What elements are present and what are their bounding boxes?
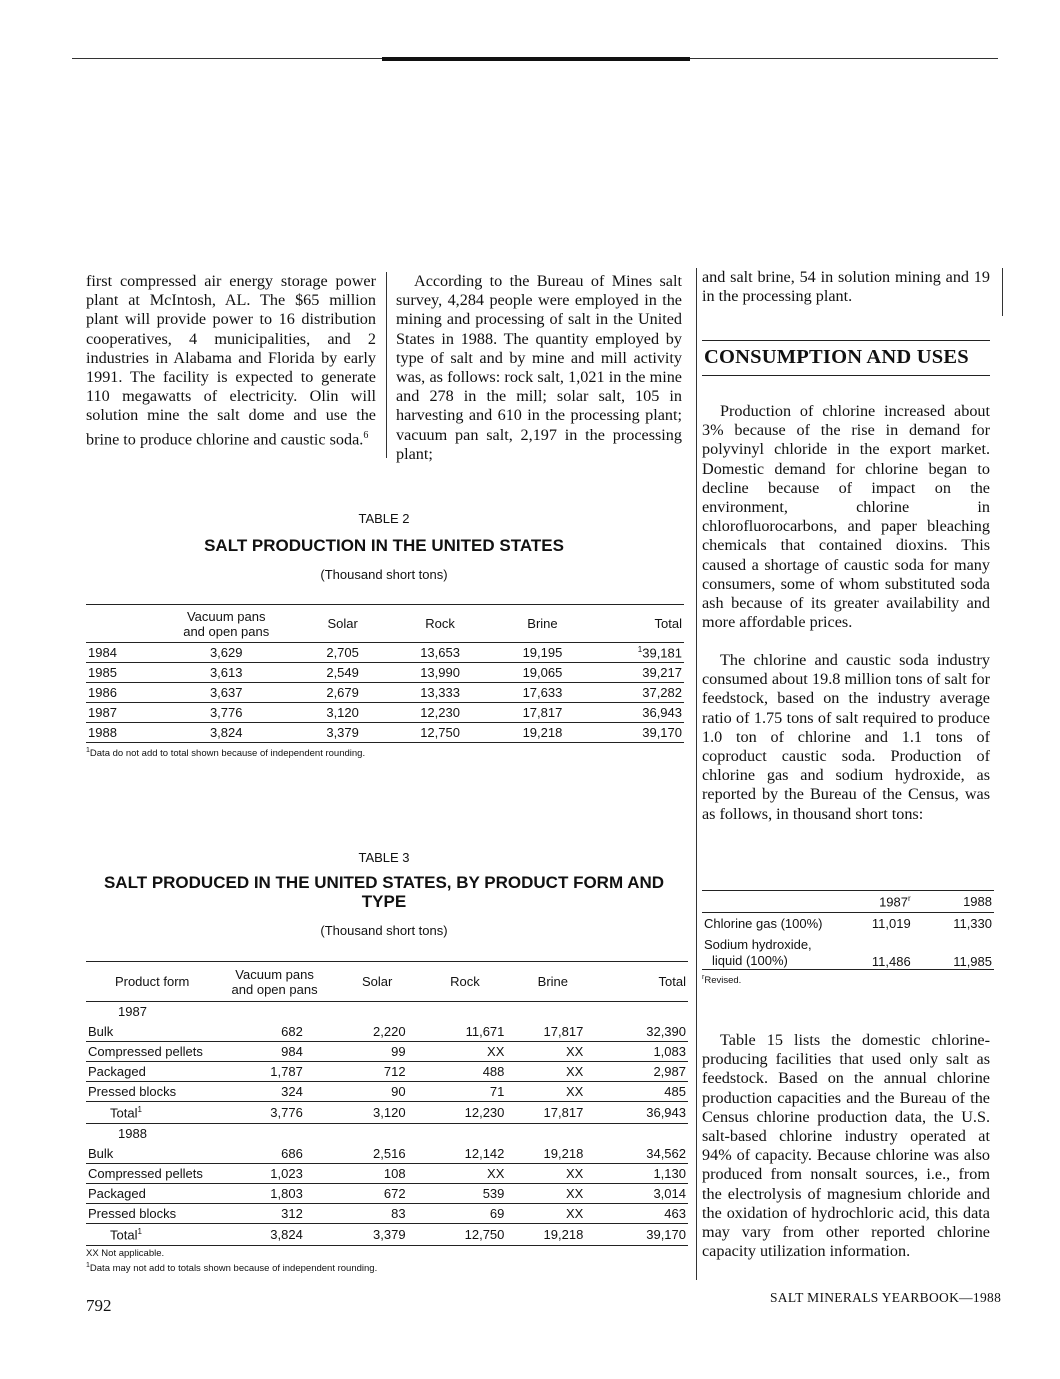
footnote-ref: 6: [363, 429, 369, 441]
table-row: [86, 1082, 688, 1102]
total-cell: 39,170: [599, 1224, 688, 1246]
header-solar: Solar: [331, 962, 424, 1002]
consumption-paragraph-2: The chlorine and caustic soda industry consumed about 19.8 million tons of salt for feedstock, based on the industry average ratio of 1.75 tons of salt required to produce 1.0 ton of chlorine and 1.1 tons of coproduct caustic soda. Production of chlorine gas and sodium hydroxide, as reported by the Bureau of the Census, was as follows, in thousand short tons:: [702, 651, 990, 823]
header-total: Total: [599, 962, 688, 1002]
brine-cell: XX: [506, 1184, 599, 1204]
table2-footnote: [86, 745, 684, 760]
rock-cell: 13,653: [390, 643, 490, 663]
consumption-paragraph-3: Table 15 lists the domestic chlorine-producing facilities that used only salt as feedstock. Based on the annual chlorine production capacities and the Bureau of the Census chlorine production data, the U.S. salt-based chlorine industry operated at 94% of capacity. Because chlorine was also produced from nonsalt sources, i.e., from the electrolysis of magnesium chloride and the oxidation of hydrochloric acid, this data may vary from other reported chlorine capacity utilization information.: [702, 1031, 990, 1261]
rock-cell: 12,142: [424, 1144, 507, 1164]
form-cell: Pressed blocks: [86, 1082, 218, 1102]
header-cell: [86, 605, 157, 643]
vacuum-cell: 682: [218, 1022, 330, 1042]
col1-text: first compressed air energy storage power plant at McIntosh, AL. The $65 million plant will provide power to 16 distribution cooperatives, 4 municipalities, and 2 industries in Alabama and Florida by early 1991. The facility is expected to generate 110 megawatts of electricity. Olin will solution mine the salt dome and use the brine to produce chlorine and caustic soda.: [86, 272, 376, 449]
solar-cell: 90: [331, 1082, 424, 1102]
rock-cell: 12,230: [390, 703, 490, 723]
title-line: TYPE: [361, 892, 407, 911]
solar-cell: 108: [331, 1164, 424, 1184]
form-cell: Bulk: [86, 1144, 218, 1164]
header-line: and open pans: [231, 981, 318, 997]
year-cell: 1988: [86, 723, 157, 743]
vacuum-cell: 324: [218, 1082, 330, 1102]
table-row: [86, 1022, 688, 1042]
total-label: [86, 1102, 218, 1124]
group-year-row: [86, 1002, 688, 1022]
table2-block: [86, 604, 684, 760]
brine-cell: 17,633: [490, 683, 595, 703]
chlorine-table-block: [702, 890, 994, 987]
footnote-mark: 1: [86, 747, 90, 754]
solar-cell: 83: [331, 1204, 424, 1224]
form-cell: Compressed pellets: [86, 1042, 218, 1062]
header-line: and open pans: [183, 623, 270, 639]
title-line: SALT PRODUCED IN THE UNITED STATES, BY PRODUCT FORM AND: [103, 873, 665, 892]
section-rule: [702, 375, 990, 376]
table-row: [86, 1144, 688, 1164]
table-row: [86, 1204, 688, 1224]
rock-cell: 12,750: [424, 1224, 507, 1246]
footnote-mark: 1: [137, 1226, 142, 1236]
header-cell: [841, 891, 913, 913]
header-line: Vacuum pans: [235, 966, 314, 982]
brine-cell: 19,218: [490, 723, 595, 743]
brine-cell: 19,218: [506, 1224, 599, 1246]
total-row: [86, 1102, 688, 1124]
row-label: Chlorine gas (100%): [704, 916, 823, 932]
brine-cell: 17,817: [506, 1102, 599, 1124]
form-cell: Bulk: [86, 1022, 218, 1042]
brine-cell: XX: [506, 1062, 599, 1082]
solar-cell: 3,120: [331, 1102, 424, 1124]
table2-label: TABLE 2: [358, 511, 410, 526]
consumption-paragraph-1: Production of chlorine increased about 3% because of the rise in demand for polyvinyl chloride in the export market. Domestic demand for chlorine began to decline because of impact on the environment, chlorine in chlorofluorocarbons, and paper bleaching chemicals that contained dioxins. This caused a shortage of caustic soda for many consumers, some of whom substituted soda ash because of its greater availability and more affordable prices.: [702, 402, 990, 632]
group-year: 1987: [118, 1004, 147, 1020]
solar-cell: 99: [331, 1042, 424, 1062]
year-cell: 1985: [86, 663, 157, 683]
rock-cell: XX: [424, 1042, 507, 1062]
vacuum-cell: 1,803: [218, 1184, 330, 1204]
brine-cell: XX: [506, 1042, 599, 1062]
group-year-row: [86, 1124, 688, 1144]
header-product-form: Product form: [86, 962, 218, 1002]
page-number: 792: [86, 1296, 112, 1315]
header-vacuum: [218, 962, 330, 1002]
footnote-mark: 1: [137, 1104, 142, 1114]
chlorine-table: [702, 890, 994, 970]
table-row: [86, 1184, 688, 1204]
header-1987: 1987: [879, 894, 908, 910]
total-cell: 34,562: [599, 1144, 688, 1164]
solar-cell: 3,120: [295, 703, 390, 723]
total-cell: 39,170: [595, 723, 684, 743]
table3-title: [86, 873, 682, 911]
vacuum-cell: 3,613: [157, 663, 295, 683]
vacuum-cell: 1,787: [218, 1062, 330, 1082]
brine-cell: 19,195: [490, 643, 595, 663]
footnote-mark: r: [702, 973, 705, 981]
table-row: [702, 913, 994, 935]
section-heading: CONSUMPTION AND USES: [704, 346, 969, 368]
running-footer: SALT MINERALS YEARBOOK—1988: [770, 1290, 1002, 1305]
row-label: [702, 935, 841, 970]
solar-cell: 672: [331, 1184, 424, 1204]
form-cell: Packaged: [86, 1062, 218, 1082]
header-cell: [702, 891, 841, 913]
header-vacuum: [157, 605, 295, 643]
total-row: [86, 1224, 688, 1246]
table2: [86, 604, 684, 743]
table3-footnote: [86, 1260, 688, 1275]
footnote-text: Data do not add to total shown because of independent rounding.: [89, 748, 366, 760]
solar-cell: 712: [331, 1062, 424, 1082]
total-cell: 1,083: [599, 1042, 688, 1062]
value-1987: 11,486: [841, 935, 913, 970]
total-cell: 39,217: [595, 663, 684, 683]
year-cell: 1984: [86, 643, 157, 663]
total-cell: 3,014: [599, 1184, 688, 1204]
footnote-mark: 1: [86, 1262, 90, 1269]
table3-footnote-xx: XX Not applicable.: [86, 1248, 165, 1259]
total-value: 39,181: [642, 645, 682, 661]
solar-cell: 3,379: [295, 723, 390, 743]
vacuum-cell: 3,776: [157, 703, 295, 723]
table-row: [86, 1062, 688, 1082]
total-cell: 1,130: [599, 1164, 688, 1184]
table-row: [86, 643, 684, 663]
total-cell: 32,390: [599, 1022, 688, 1042]
rock-cell: 539: [424, 1184, 507, 1204]
form-cell: Compressed pellets: [86, 1164, 218, 1184]
header-rule-accent: [382, 57, 690, 61]
rock-cell: 11,671: [424, 1022, 507, 1042]
brine-cell: 19,065: [490, 663, 595, 683]
solar-cell: 2,705: [295, 643, 390, 663]
total-label-text: Total: [110, 1105, 138, 1121]
brine-cell: 17,817: [490, 703, 595, 723]
value-1987: 11,019: [871, 916, 911, 932]
solar-cell: 2,549: [295, 663, 390, 683]
solar-cell: 2,516: [331, 1144, 424, 1164]
col1-paragraph: [86, 272, 376, 449]
solar-cell: 3,379: [331, 1224, 424, 1246]
header-rock: Rock: [390, 605, 490, 643]
year-cell: 1987: [86, 703, 157, 723]
rock-cell: 13,990: [390, 663, 490, 683]
table-row: [86, 663, 684, 683]
footnote-text: Revised.: [704, 974, 742, 986]
table-row: [86, 1042, 688, 1062]
chlorine-footnote: [702, 972, 994, 987]
col3-continuation: and salt brine, 54 in solution mining and 19 in the processing plant.: [702, 268, 990, 306]
rock-cell: 71: [424, 1082, 507, 1102]
value-1988: 11,985: [913, 935, 994, 970]
total-cell: 36,943: [595, 703, 684, 723]
total-cell: [595, 643, 684, 663]
solar-cell: 2,220: [331, 1022, 424, 1042]
rock-cell: 12,750: [390, 723, 490, 743]
table3-block: [86, 961, 688, 1275]
revised-mark: r: [908, 893, 911, 903]
total-cell: 37,282: [595, 683, 684, 703]
brine-cell: XX: [506, 1204, 599, 1224]
row-label-line: liquid (100%): [712, 952, 788, 968]
vacuum-cell: 3,637: [157, 683, 295, 703]
rock-cell: 69: [424, 1204, 507, 1224]
column-divider: [1002, 268, 1003, 316]
total-label: [86, 1224, 218, 1246]
footnote-text: Data may not add to totals shown because of independent rounding.: [89, 1263, 378, 1275]
row-label-line: Sodium hydroxide,: [704, 936, 812, 952]
total-cell: 2,987: [599, 1062, 688, 1082]
table-header-row: [86, 962, 688, 1002]
year-cell: 1986: [86, 683, 157, 703]
table-header-row: [86, 605, 684, 643]
table-header-row: [702, 891, 994, 913]
table3: [86, 961, 688, 1246]
table2-title: SALT PRODUCTION IN THE UNITED STATES: [204, 536, 564, 555]
vacuum-cell: 312: [218, 1204, 330, 1224]
value-1988: 11,330: [953, 916, 992, 932]
table2-unit: (Thousand short tons): [320, 567, 448, 582]
form-cell: Packaged: [86, 1184, 218, 1204]
total-cell: 463: [599, 1204, 688, 1224]
vacuum-cell: 3,629: [157, 643, 295, 663]
vacuum-cell: 984: [218, 1042, 330, 1062]
column-divider: [386, 272, 387, 458]
column-divider: [696, 268, 697, 1280]
vacuum-cell: 3,824: [218, 1224, 330, 1246]
rock-cell: 488: [424, 1062, 507, 1082]
brine-cell: XX: [506, 1164, 599, 1184]
table-row: [86, 723, 684, 743]
header-brine: Brine: [506, 962, 599, 1002]
brine-cell: 19,218: [506, 1144, 599, 1164]
vacuum-cell: 3,776: [218, 1102, 330, 1124]
header-cell: 1988: [913, 891, 994, 913]
group-year: 1988: [118, 1126, 147, 1142]
brine-cell: XX: [506, 1082, 599, 1102]
solar-cell: 2,679: [295, 683, 390, 703]
section-heading-block: [702, 340, 990, 376]
total-label-text: Total: [110, 1227, 138, 1243]
table3-unit: (Thousand short tons): [320, 923, 448, 938]
vacuum-cell: 686: [218, 1144, 330, 1164]
rock-cell: 13,333: [390, 683, 490, 703]
header-solar: Solar: [295, 605, 390, 643]
table-row: [86, 1164, 688, 1184]
table-row: [86, 683, 684, 703]
table-row: [702, 935, 994, 970]
footnote-mark: 1: [637, 644, 643, 654]
total-cell: 485: [599, 1082, 688, 1102]
header-total: Total: [595, 605, 684, 643]
vacuum-cell: 3,824: [157, 723, 295, 743]
col2-paragraph: According to the Bureau of Mines salt survey, 4,284 people were employed in the mining and processing of salt in the United States in 1988. The quantity employed by type of salt and by mine and mill activity was, as follows: rock salt, 1,021 in the mine and 278 in the mill; solar salt, 105 in harvesting and 610 in the processing plant; vacuum pan salt, 2,197 in the processing plant;: [396, 272, 682, 463]
total-cell: 36,943: [599, 1102, 688, 1124]
table3-label: TABLE 3: [358, 850, 410, 865]
rock-cell: 12,230: [424, 1102, 507, 1124]
header-rock: Rock: [424, 962, 507, 1002]
header-line: Vacuum pans: [186, 608, 266, 624]
brine-cell: 17,817: [506, 1022, 599, 1042]
form-cell: Pressed blocks: [86, 1204, 218, 1224]
vacuum-cell: 1,023: [218, 1164, 330, 1184]
rock-cell: XX: [424, 1164, 507, 1184]
table-row: [86, 703, 684, 723]
header-brine: Brine: [490, 605, 595, 643]
